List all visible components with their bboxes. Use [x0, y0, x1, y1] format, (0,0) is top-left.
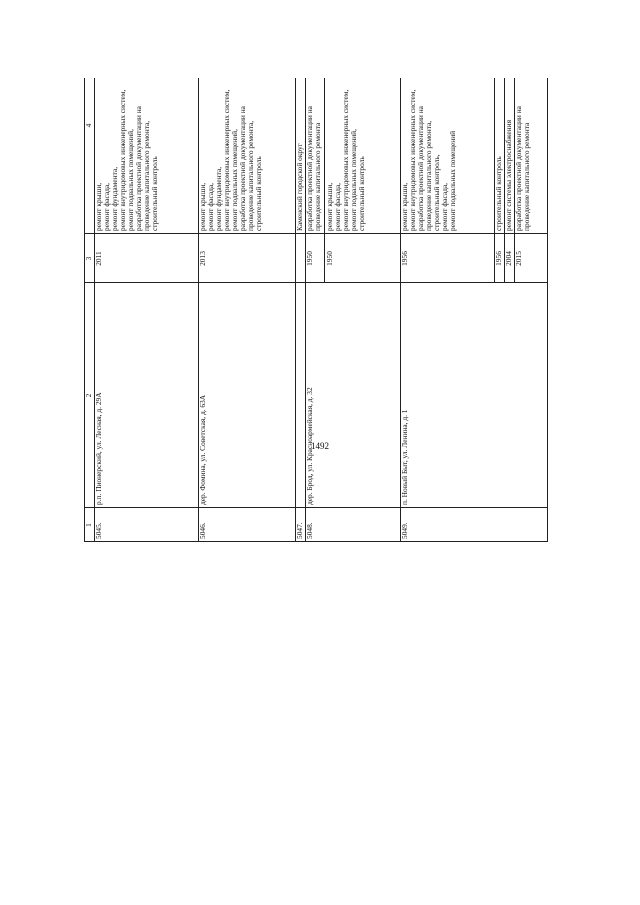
- row-number: 5045.: [94, 522, 103, 539]
- row-work: ремонт фундамента,: [110, 166, 119, 231]
- row-address: дер. Брод, ул. Красноармейская, д. 32: [305, 387, 314, 505]
- row-year: 2004: [504, 251, 513, 266]
- row-number: 5048.: [305, 522, 314, 539]
- row-work: строительный контроль: [150, 156, 159, 231]
- row-work: строительный контроль,: [432, 154, 441, 231]
- row-year: 2011: [94, 251, 103, 266]
- row-address: п. Новый Быт, ул. Ленина, д. 1: [400, 409, 409, 505]
- row-work: ремонт внутридомовых инженерных систем,: [222, 89, 231, 231]
- row-work: ремонт крыши,: [94, 182, 103, 231]
- row-work: проведение капитального ремонта: [313, 122, 322, 231]
- row-work: ремонт внутридомовых инженерных систем,: [341, 89, 350, 231]
- row-work: ремонт внутридомовых инженерных систем,: [408, 89, 417, 231]
- row-work: строительный контроль: [357, 156, 366, 231]
- row-work: ремонт системы электроснабжения: [504, 120, 513, 231]
- row-address: р.п. Пионерский, ул. Лесная, д. 29А: [94, 392, 103, 505]
- row-year: 1956: [400, 251, 409, 266]
- row-work: ремонт крыши,: [198, 182, 207, 231]
- row-work: ремонт фасада,: [206, 183, 215, 231]
- row-work: ремонт крыши,: [325, 182, 334, 231]
- page-number: 1492: [311, 441, 329, 451]
- row-work: ремонт внутридомовых инженерных систем,: [118, 89, 127, 231]
- row-work: разработка проектной документации на: [305, 106, 314, 231]
- row-work: проведение капитального ремонта,: [246, 120, 255, 231]
- row-work: ремонт фасада,: [440, 183, 449, 231]
- row-work: ремонт подвальных помещений,: [230, 129, 239, 231]
- table-border-bottom: [547, 78, 548, 542]
- section-title: Каменский городской округ: [295, 143, 304, 231]
- row-number: 5049.: [400, 522, 409, 539]
- row-work: ремонт фундамента,: [214, 166, 223, 231]
- row-work: ремонт фасада,: [102, 183, 111, 231]
- row-work: ремонт подвальных помещений,: [126, 129, 135, 231]
- column-divider: [84, 233, 548, 234]
- row-work: проведение капитального ремонта: [522, 122, 531, 231]
- row-number: 5046.: [198, 522, 207, 539]
- column-divider: [84, 282, 548, 283]
- row-work: разработка проектной документации на: [514, 106, 523, 231]
- row-year: 2015: [514, 251, 523, 266]
- row-work: проведение капитального ремонта,: [142, 120, 151, 231]
- row-work: ремонт подвальных помещений,: [349, 129, 358, 231]
- row-year: 1956: [494, 251, 503, 266]
- row-work: ремонт подвальных помещений: [448, 130, 457, 231]
- row-year: 1950: [325, 251, 334, 266]
- repair-schedule-table: [84, 78, 548, 542]
- row-year: 1950: [305, 251, 314, 266]
- row-work: разработка проектной документации на: [238, 106, 247, 231]
- header-col-3: 3: [84, 256, 93, 261]
- table-wrapper: [84, 78, 548, 844]
- column-divider: [84, 507, 548, 508]
- row-work: разработка проектной документации на: [134, 106, 143, 231]
- header-col-4: 4: [84, 123, 93, 128]
- row-work: строительный контроль: [254, 156, 263, 231]
- row-work: ремонт фасада,: [333, 183, 342, 231]
- table-border-left: [84, 541, 548, 542]
- header-col-1: 1: [84, 523, 93, 527]
- header-col-2: 2: [84, 393, 93, 398]
- row-work: проведение капитального ремонта,: [424, 120, 433, 231]
- row-work: ремонт крыши,: [400, 182, 409, 231]
- row-work: строительный контроль: [494, 156, 503, 231]
- row-year: 2013: [198, 251, 207, 266]
- row-number: 5047.: [295, 522, 304, 539]
- row-work: разработка проектной документации на: [416, 106, 425, 231]
- row-address: дер. Фомина, ул. Советская, д. 63А: [198, 394, 207, 505]
